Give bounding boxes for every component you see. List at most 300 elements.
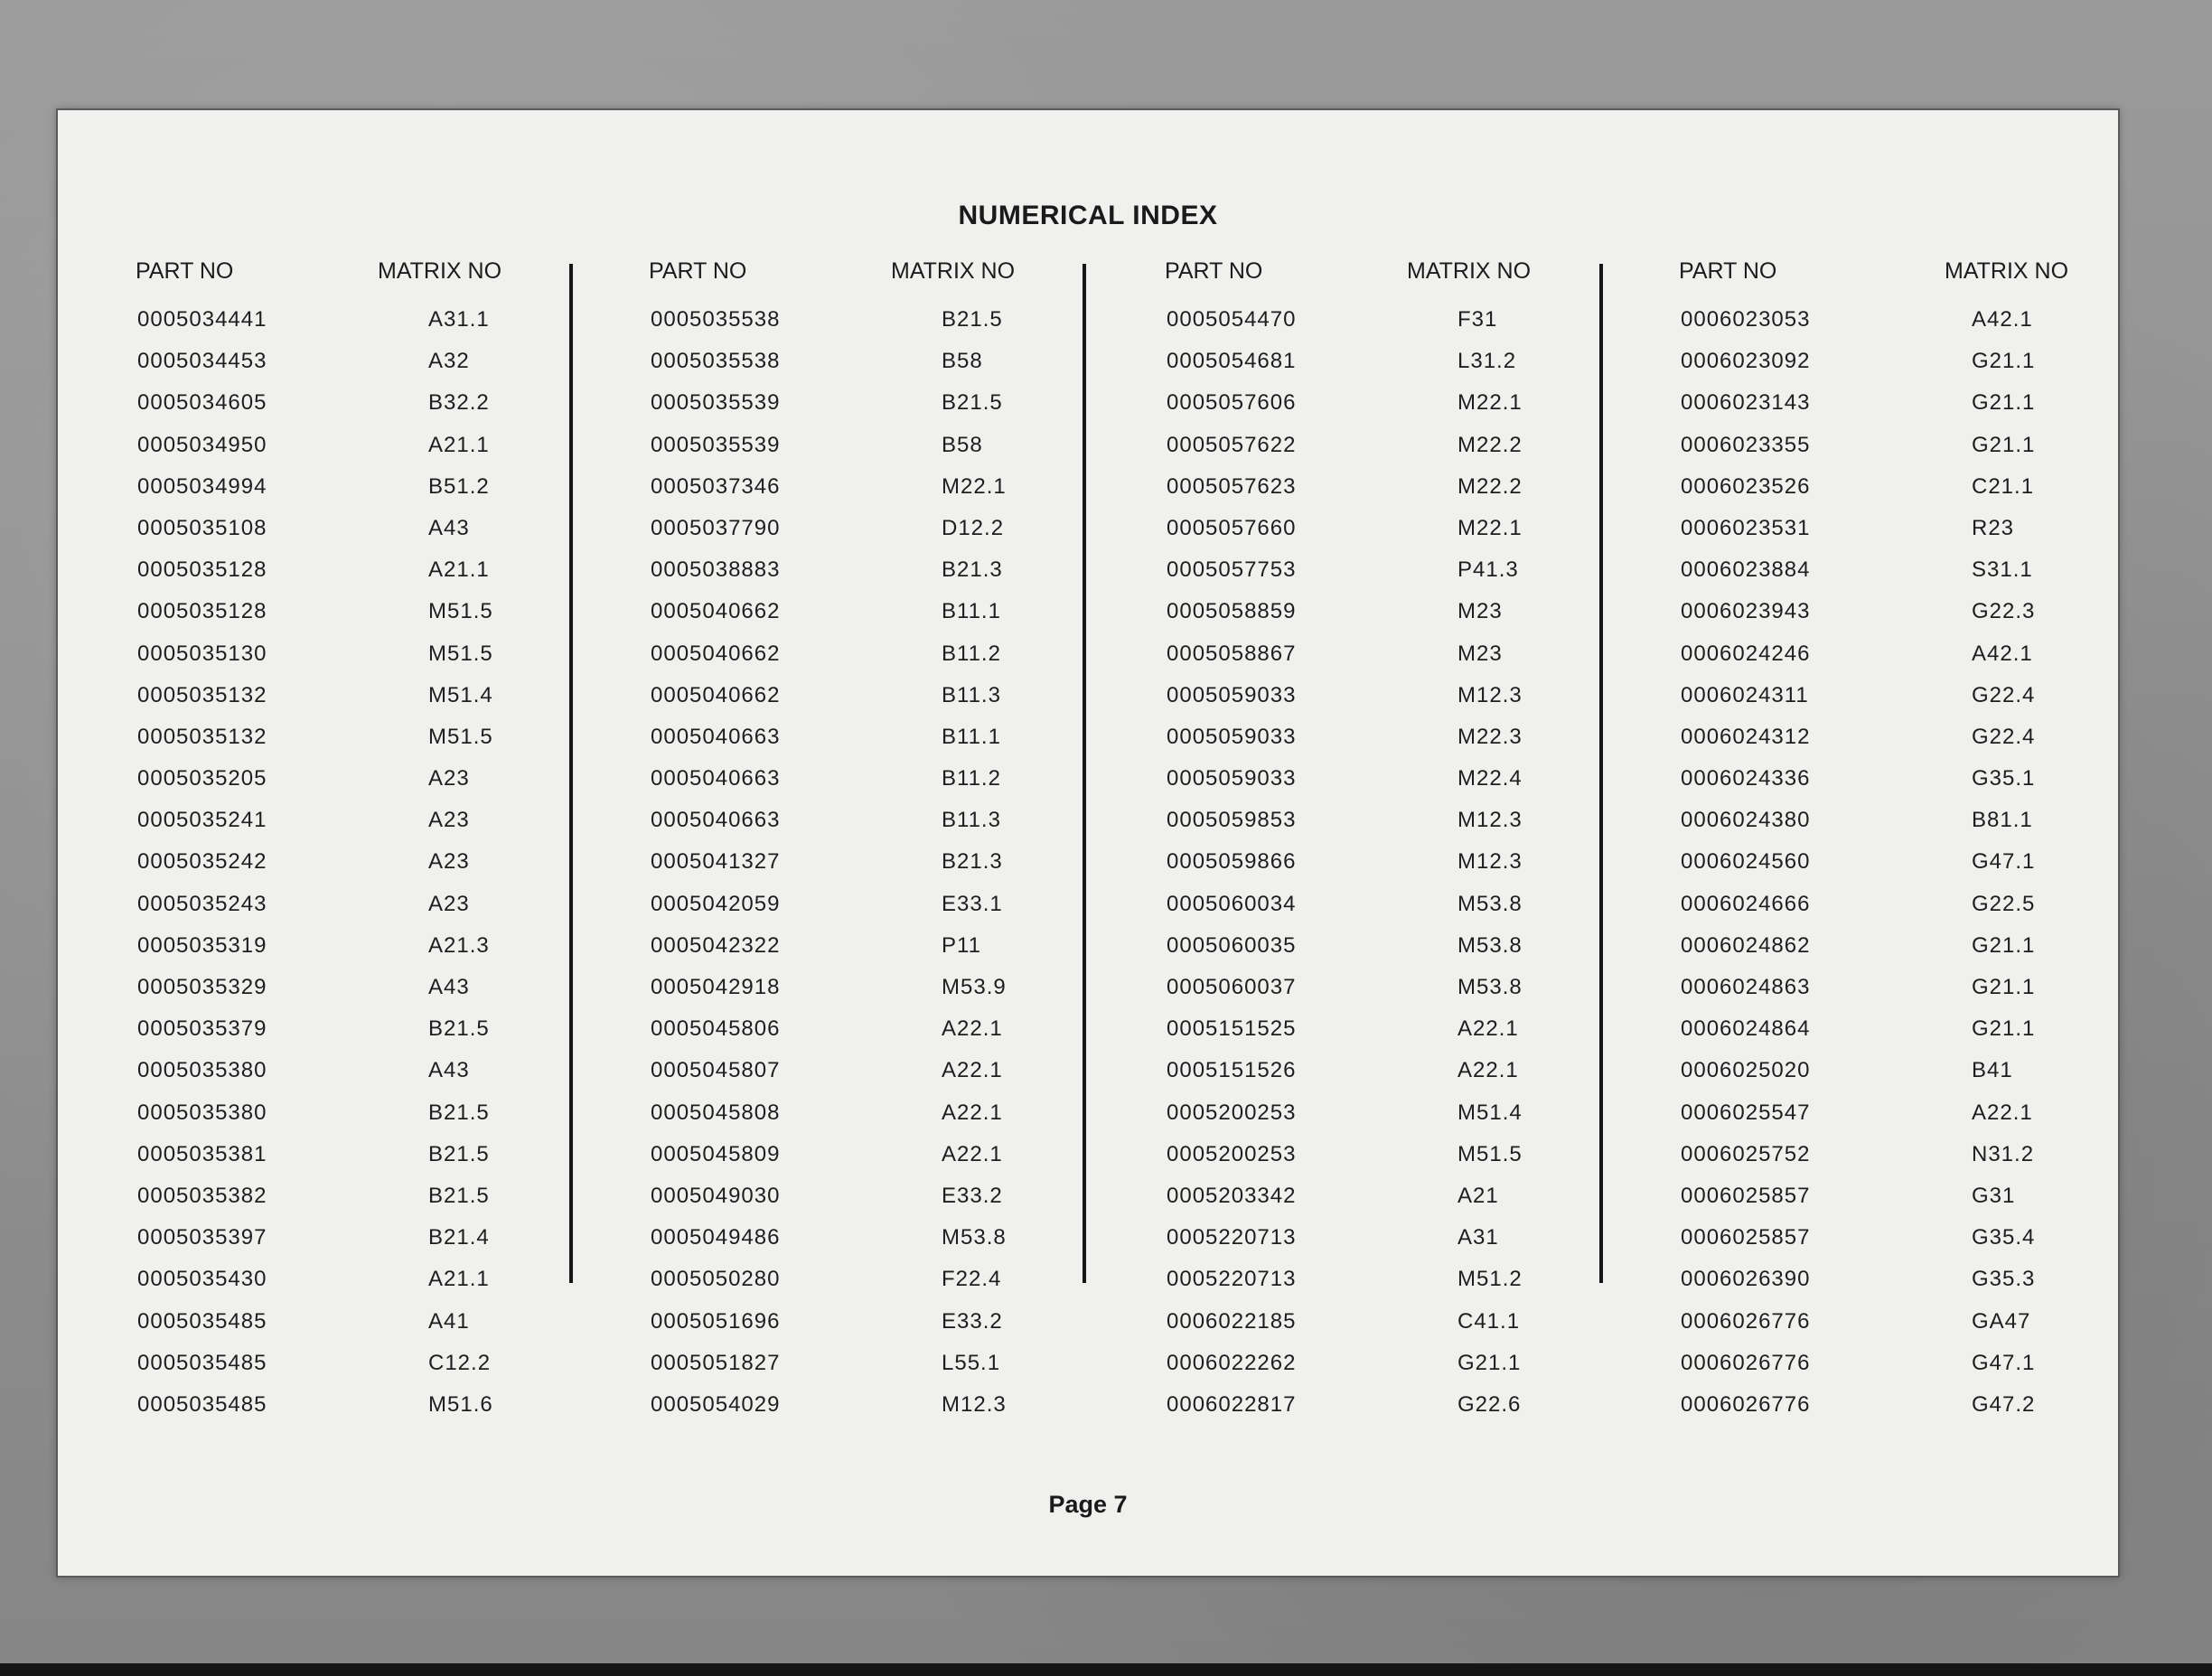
index-page (56, 108, 2120, 1578)
matrix-number-cell: L31.2 (1457, 349, 1517, 374)
index-column-4 (1668, 258, 2156, 1434)
table-row (1668, 975, 2156, 1016)
part-number-cell: 0005057753 (1167, 557, 1297, 583)
table-row (1668, 808, 2156, 849)
matrix-number-cell: A22.1 (942, 1016, 1003, 1042)
part-number-cell: 0005059853 (1167, 808, 1297, 833)
part-number-cell: 0005035319 (137, 932, 267, 958)
matrix-number-cell: B11.1 (942, 599, 1001, 624)
table-row (1668, 849, 2156, 891)
matrix-number-cell: E33.2 (942, 1183, 1003, 1208)
table-row (638, 349, 1126, 390)
table-row (1668, 1100, 2156, 1142)
table-row (638, 433, 1126, 474)
part-number-cell: 0005035380 (137, 1100, 267, 1125)
part-number-cell: 0005035379 (137, 1016, 267, 1042)
part-number-cell: 0006022262 (1167, 1350, 1297, 1375)
matrix-number-cell: A22.1 (942, 1141, 1003, 1166)
table-row (1154, 307, 1642, 349)
part-number-cell: 0005203342 (1167, 1183, 1297, 1208)
part-number-cell: 0005035132 (137, 724, 267, 749)
table-row (1668, 766, 2156, 808)
table-row (1154, 349, 1642, 390)
part-number-cell: 0005050280 (651, 1267, 781, 1292)
matrix-number-cell: E33.1 (942, 891, 1003, 916)
table-row (125, 1058, 613, 1100)
matrix-number-cell: M22.1 (1457, 515, 1523, 540)
table-row (638, 1225, 1126, 1267)
matrix-no-header: MATRIX NO (1407, 258, 1532, 284)
part-number-cell: 0005058867 (1167, 641, 1297, 666)
table-row (1668, 599, 2156, 641)
matrix-number-cell: A23 (428, 849, 470, 875)
matrix-number-cell: B11.2 (942, 766, 1001, 791)
index-column-2 (638, 258, 1126, 1434)
part-number-cell: 0005220713 (1167, 1267, 1297, 1292)
matrix-number-cell: B21.5 (942, 307, 1003, 332)
table-row (1668, 433, 2156, 474)
index-column-1 (125, 258, 613, 1434)
part-number-cell: 0006026776 (1681, 1308, 1811, 1334)
table-row (125, 1225, 613, 1267)
matrix-no-header: MATRIX NO (378, 258, 502, 284)
matrix-number-cell: G22.3 (1972, 599, 2036, 624)
matrix-number-cell: F31 (1457, 307, 1498, 332)
table-row (1154, 1184, 1642, 1225)
matrix-number-cell: A42.1 (1972, 307, 2033, 332)
table-row (1154, 516, 1642, 557)
matrix-number-cell: M53.8 (942, 1225, 1007, 1250)
matrix-number-cell: B51.2 (428, 473, 490, 499)
table-row (1668, 725, 2156, 766)
table-row (638, 725, 1126, 766)
part-number-cell: 0005035108 (137, 515, 267, 540)
part-number-cell: 0005051696 (651, 1308, 781, 1334)
table-row (125, 557, 613, 599)
part-number-cell: 0005049030 (651, 1183, 781, 1208)
part-number-cell: 0006024863 (1681, 975, 1811, 999)
table-row (1668, 1184, 2156, 1225)
matrix-number-cell: M12.3 (942, 1391, 1007, 1417)
part-number-cell: 0006026776 (1681, 1350, 1811, 1375)
part-number-cell: 0005037346 (651, 473, 781, 499)
matrix-number-cell: B11.2 (942, 641, 1001, 666)
part-number-cell: 0005045806 (651, 1016, 781, 1042)
matrix-number-cell: P11 (942, 932, 981, 958)
table-row (638, 1392, 1126, 1434)
matrix-number-cell: A23 (428, 766, 470, 791)
matrix-number-cell: E33.2 (942, 1308, 1003, 1334)
table-row (1668, 1309, 2156, 1351)
matrix-number-cell: A23 (428, 808, 470, 833)
table-row (1668, 349, 2156, 390)
part-number-cell: 0005054029 (651, 1391, 781, 1417)
matrix-number-cell: P41.3 (1457, 557, 1519, 583)
table-row (1668, 390, 2156, 432)
table-row (638, 1016, 1126, 1058)
table-row (638, 892, 1126, 933)
table-row (638, 766, 1126, 808)
table-row (125, 516, 613, 557)
part-number-cell: 0006025020 (1681, 1058, 1811, 1083)
table-row (1154, 1392, 1642, 1434)
table-row (638, 849, 1126, 891)
table-row (638, 557, 1126, 599)
table-row (125, 1309, 613, 1351)
part-number-cell: 0005035538 (651, 349, 781, 374)
matrix-number-cell: G22.6 (1457, 1391, 1522, 1417)
part-number-cell: 0006024380 (1681, 808, 1811, 833)
matrix-number-cell: B21.5 (942, 390, 1003, 416)
part-number-cell: 0005035539 (651, 432, 781, 457)
table-row (1668, 933, 2156, 975)
matrix-number-cell: M22.1 (1457, 390, 1523, 416)
part-number-cell: 0006022817 (1167, 1391, 1297, 1417)
table-row (638, 516, 1126, 557)
part-number-cell: 0005035485 (137, 1308, 267, 1334)
matrix-number-cell: M23 (1457, 599, 1503, 624)
matrix-number-cell: A32 (428, 349, 470, 374)
part-number-cell: 0005040662 (651, 641, 781, 666)
matrix-number-cell: G21.1 (1972, 1016, 2036, 1042)
part-number-cell: 0006024560 (1681, 849, 1811, 875)
matrix-number-cell: M51.5 (1457, 1141, 1523, 1166)
table-row (638, 1142, 1126, 1184)
part-number-cell: 0006025857 (1681, 1225, 1811, 1250)
matrix-number-cell: G21.1 (1972, 432, 2036, 457)
scan-bottom-edge (0, 1663, 2212, 1676)
matrix-number-cell: G22.4 (1972, 724, 2036, 749)
column-header (1154, 258, 1642, 293)
part-number-cell: 0006023092 (1681, 349, 1811, 374)
matrix-number-cell: B21.3 (942, 849, 1003, 875)
matrix-number-cell: G21.1 (1972, 932, 2036, 958)
table-row (638, 1267, 1126, 1308)
column-divider (569, 264, 573, 1283)
matrix-number-cell: M53.8 (1457, 975, 1523, 999)
table-row (1154, 557, 1642, 599)
matrix-number-cell: A43 (428, 975, 470, 999)
matrix-number-cell: A41 (428, 1308, 470, 1334)
table-row (1668, 683, 2156, 725)
part-number-cell: 0006022185 (1167, 1308, 1297, 1334)
part-number-cell: 0006024864 (1681, 1016, 1811, 1042)
table-row (1668, 1016, 2156, 1058)
part-number-cell: 0005040663 (651, 808, 781, 833)
table-row (125, 349, 613, 390)
table-row (125, 1100, 613, 1142)
table-row (125, 849, 613, 891)
table-row (638, 641, 1126, 683)
part-number-cell: 0005035485 (137, 1391, 267, 1417)
table-row (1154, 892, 1642, 933)
matrix-number-cell: A42.1 (1972, 641, 2033, 666)
table-row (1668, 641, 2156, 683)
table-row (125, 766, 613, 808)
matrix-number-cell: G21.1 (1972, 390, 2036, 416)
matrix-number-cell: S31.1 (1972, 557, 2033, 583)
part-number-cell: 0005035538 (651, 307, 781, 332)
matrix-number-cell: G47.2 (1972, 1391, 2036, 1417)
part-number-cell: 0005054470 (1167, 307, 1297, 332)
matrix-number-cell: F22.4 (942, 1267, 1002, 1292)
table-row (638, 808, 1126, 849)
matrix-number-cell: G47.1 (1972, 849, 2036, 875)
table-row (1154, 433, 1642, 474)
table-row (125, 599, 613, 641)
part-number-cell: 0005035243 (137, 891, 267, 916)
part-number-cell: 0006026390 (1681, 1267, 1811, 1292)
table-row (1154, 641, 1642, 683)
matrix-number-cell: B81.1 (1972, 808, 2033, 833)
part-number-cell: 0005060037 (1167, 975, 1297, 999)
part-number-cell: 0006023943 (1681, 599, 1811, 624)
part-number-cell: 0005057622 (1167, 432, 1297, 457)
table-row (1154, 1225, 1642, 1267)
part-number-cell: 0006024336 (1681, 766, 1811, 791)
matrix-number-cell: A21.1 (428, 557, 490, 583)
matrix-number-cell: B32.2 (428, 390, 490, 416)
index-rows (638, 307, 1126, 1434)
part-number-cell: 0005034950 (137, 432, 267, 457)
part-no-header: PART NO (649, 258, 747, 284)
table-row (125, 307, 613, 349)
matrix-number-cell: A31.1 (428, 307, 490, 332)
part-number-cell: 0005035130 (137, 641, 267, 666)
matrix-number-cell: B11.3 (942, 808, 1001, 833)
table-row (125, 975, 613, 1016)
matrix-number-cell: A23 (428, 891, 470, 916)
matrix-number-cell: G31 (1972, 1183, 2016, 1208)
table-row (125, 1351, 613, 1392)
part-number-cell: 0005059033 (1167, 682, 1297, 707)
matrix-number-cell: B21.3 (942, 557, 1003, 583)
part-number-cell: 0006024666 (1681, 891, 1811, 916)
table-row (125, 1267, 613, 1308)
part-number-cell: 0006026776 (1681, 1391, 1811, 1417)
part-number-cell: 0005035242 (137, 849, 267, 875)
part-number-cell: 0005057623 (1167, 473, 1297, 499)
part-number-cell: 0006023053 (1681, 307, 1811, 332)
matrix-number-cell: M22.4 (1457, 766, 1523, 791)
table-row (638, 1184, 1126, 1225)
part-number-cell: 0005035132 (137, 682, 267, 707)
table-row (638, 1100, 1126, 1142)
matrix-number-cell: G35.1 (1972, 766, 2036, 791)
matrix-number-cell: D12.2 (942, 515, 1005, 540)
table-row (1668, 1267, 2156, 1308)
page-title: NUMERICAL INDEX (958, 201, 1218, 230)
part-number-cell: 0005040663 (651, 724, 781, 749)
table-row (1154, 683, 1642, 725)
index-rows (1154, 307, 1642, 1434)
column-header (125, 258, 613, 293)
matrix-number-cell: B11.3 (942, 682, 1001, 707)
table-row (638, 683, 1126, 725)
matrix-number-cell: A21.1 (428, 432, 490, 457)
part-number-cell: 0005220713 (1167, 1225, 1297, 1250)
matrix-number-cell: G35.4 (1972, 1225, 2036, 1250)
part-number-cell: 0005151525 (1167, 1016, 1297, 1042)
index-column-3 (1154, 258, 1642, 1434)
table-row (1154, 849, 1642, 891)
matrix-number-cell: M22.2 (1457, 473, 1523, 499)
table-row (1668, 1351, 2156, 1392)
table-row (1668, 1225, 2156, 1267)
part-number-cell: 0006025547 (1681, 1100, 1811, 1125)
part-number-cell: 0005035539 (651, 390, 781, 416)
part-number-cell: 0005060034 (1167, 891, 1297, 916)
table-row (1668, 892, 2156, 933)
column-divider (1599, 264, 1603, 1283)
part-number-cell: 0005038883 (651, 557, 781, 583)
matrix-number-cell: G35.3 (1972, 1267, 2036, 1292)
table-row (1154, 1267, 1642, 1308)
part-number-cell: 0005035128 (137, 557, 267, 583)
part-number-cell: 0005035241 (137, 808, 267, 833)
part-number-cell: 0005035382 (137, 1183, 267, 1208)
column-divider (1083, 264, 1086, 1283)
part-number-cell: 0005045809 (651, 1141, 781, 1166)
matrix-number-cell: G47.1 (1972, 1350, 2036, 1375)
part-number-cell: 0005200253 (1167, 1141, 1297, 1166)
part-number-cell: 0005058859 (1167, 599, 1297, 624)
matrix-number-cell: M12.3 (1457, 849, 1523, 875)
table-row (638, 933, 1126, 975)
part-number-cell: 0005059033 (1167, 724, 1297, 749)
matrix-number-cell: M23 (1457, 641, 1503, 666)
matrix-number-cell: B58 (942, 432, 983, 457)
table-row (638, 390, 1126, 432)
index-rows (125, 307, 613, 1434)
matrix-no-header: MATRIX NO (891, 258, 1016, 284)
matrix-number-cell: B21.5 (428, 1100, 490, 1125)
matrix-number-cell: M51.2 (1457, 1267, 1523, 1292)
part-number-cell: 0005059866 (1167, 849, 1297, 875)
table-row (1668, 1058, 2156, 1100)
matrix-number-cell: A21.3 (428, 932, 490, 958)
part-number-cell: 0005151526 (1167, 1058, 1297, 1083)
table-row (1154, 808, 1642, 849)
table-row (1154, 1142, 1642, 1184)
table-row (1154, 1058, 1642, 1100)
part-number-cell: 0005035205 (137, 766, 267, 791)
part-number-cell: 0006023884 (1681, 557, 1811, 583)
part-number-cell: 0005054681 (1167, 349, 1297, 374)
matrix-number-cell: A22.1 (942, 1058, 1003, 1083)
matrix-number-cell: C21.1 (1972, 473, 2035, 499)
table-row (125, 433, 613, 474)
table-row (125, 1184, 613, 1225)
table-row (638, 975, 1126, 1016)
part-number-cell: 0005041327 (651, 849, 781, 875)
matrix-number-cell: G22.5 (1972, 891, 2036, 916)
part-number-cell: 0005051827 (651, 1350, 781, 1375)
matrix-number-cell: M51.4 (1457, 1100, 1523, 1125)
matrix-number-cell: A21.1 (428, 1267, 490, 1292)
part-number-cell: 0005035128 (137, 599, 267, 624)
table-row (638, 1351, 1126, 1392)
table-row (1154, 1100, 1642, 1142)
matrix-number-cell: GA47 (1972, 1308, 2031, 1334)
part-number-cell: 0005049486 (651, 1225, 781, 1250)
table-row (1154, 933, 1642, 975)
part-number-cell: 0005040663 (651, 766, 781, 791)
table-row (1154, 599, 1642, 641)
table-row (125, 1142, 613, 1184)
part-number-cell: 0005045807 (651, 1058, 781, 1083)
table-row (1154, 474, 1642, 516)
part-number-cell: 0005035380 (137, 1058, 267, 1083)
part-number-cell: 0005040662 (651, 682, 781, 707)
table-row (1154, 1016, 1642, 1058)
part-number-cell: 0006025752 (1681, 1141, 1811, 1166)
column-header (1668, 258, 2156, 293)
table-row (1668, 516, 2156, 557)
part-number-cell: 0005200253 (1167, 1100, 1297, 1125)
table-row (1668, 474, 2156, 516)
matrix-number-cell: A22.1 (1457, 1058, 1519, 1083)
matrix-number-cell: M53.9 (942, 975, 1007, 999)
table-row (125, 474, 613, 516)
part-number-cell: 0005035485 (137, 1350, 267, 1375)
part-number-cell: 0005057606 (1167, 390, 1297, 416)
matrix-number-cell: G21.1 (1972, 975, 2036, 999)
matrix-no-header: MATRIX NO (1945, 258, 2069, 284)
part-number-cell: 0005034453 (137, 349, 267, 374)
part-number-cell: 0005060035 (1167, 932, 1297, 958)
table-row (1154, 975, 1642, 1016)
matrix-number-cell: M51.5 (428, 599, 493, 624)
table-row (125, 1016, 613, 1058)
table-row (125, 808, 613, 849)
part-no-header: PART NO (1679, 258, 1777, 284)
matrix-number-cell: G21.1 (1457, 1350, 1522, 1375)
matrix-number-cell: A21 (1457, 1183, 1499, 1208)
matrix-number-cell: R23 (1972, 515, 2015, 540)
part-number-cell: 0005034441 (137, 307, 267, 332)
table-row (1668, 1142, 2156, 1184)
matrix-number-cell: M51.4 (428, 682, 493, 707)
table-row (1668, 307, 2156, 349)
table-row (1154, 1351, 1642, 1392)
matrix-number-cell: A22.1 (1457, 1016, 1519, 1042)
matrix-number-cell: B41 (1972, 1058, 2013, 1083)
part-number-cell: 0006024311 (1681, 682, 1809, 707)
table-row (638, 1058, 1126, 1100)
table-row (1154, 725, 1642, 766)
matrix-number-cell: M22.3 (1457, 724, 1523, 749)
matrix-number-cell: M51.5 (428, 724, 493, 749)
part-number-cell: 0006025857 (1681, 1183, 1811, 1208)
matrix-number-cell: C12.2 (428, 1350, 492, 1375)
table-row (125, 1392, 613, 1434)
part-number-cell: 0005042322 (651, 932, 781, 958)
part-no-header: PART NO (1165, 258, 1263, 284)
part-number-cell: 0005035329 (137, 975, 267, 999)
matrix-number-cell: M12.3 (1457, 682, 1523, 707)
matrix-number-cell: A43 (428, 515, 470, 540)
matrix-number-cell: B21.5 (428, 1141, 490, 1166)
part-number-cell: 0005037790 (651, 515, 781, 540)
matrix-number-cell: M53.8 (1457, 932, 1523, 958)
table-row (125, 892, 613, 933)
table-row (638, 307, 1126, 349)
matrix-number-cell: A22.1 (1972, 1100, 2033, 1125)
matrix-number-cell: L55.1 (942, 1350, 1001, 1375)
matrix-number-cell: M22.2 (1457, 432, 1523, 457)
matrix-number-cell: N31.2 (1972, 1141, 2035, 1166)
